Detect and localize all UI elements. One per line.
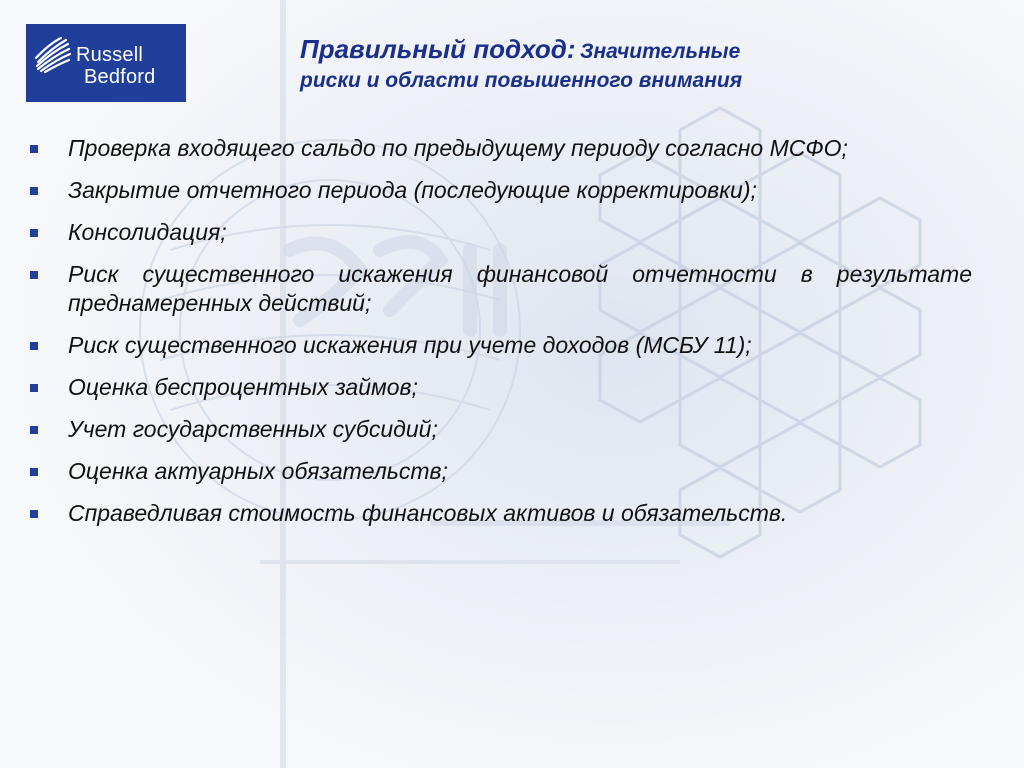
list-item-text: Риск существенного искажения при учете доходов (МСБУ 11);	[68, 332, 752, 358]
square-bullet-icon	[30, 510, 38, 518]
list-item-text: Справедливая стоимость финансовых активов и обязательств.	[68, 500, 788, 526]
list-item	[28, 415, 972, 444]
list-item-text: Консолидация;	[68, 219, 227, 245]
list-item	[28, 331, 972, 360]
list-item	[28, 457, 972, 486]
company-logo	[26, 24, 186, 102]
list-item-text: Закрытие отчетного периода (последующие корректировки);	[68, 177, 757, 203]
list-item-text: Оценка беспроцентных займов;	[68, 374, 418, 400]
square-bullet-icon	[30, 229, 38, 237]
square-bullet-icon	[30, 426, 38, 434]
list-item	[28, 218, 972, 247]
list-item-text: Учет государственных субсидий;	[68, 416, 438, 442]
square-bullet-icon	[30, 271, 38, 279]
globe-icon	[32, 34, 72, 74]
list-item-text: Проверка входящего сальдо по предыдущему периоду согласно МСФО;	[68, 135, 848, 161]
logo-text	[76, 44, 155, 88]
list-item-text: Риск существенного искажения финансовой отчетности в результате преднамеренных действий;	[68, 261, 972, 316]
square-bullet-icon	[30, 342, 38, 350]
bullet-list	[28, 134, 972, 541]
list-item-text: Оценка актуарных обязательств;	[68, 458, 448, 484]
square-bullet-icon	[30, 384, 38, 392]
list-item	[28, 499, 972, 528]
logo-line-1: Russell	[76, 44, 143, 66]
page-title	[300, 34, 1000, 93]
list-item	[28, 260, 972, 318]
square-bullet-icon	[30, 187, 38, 195]
title-sub-part2: риски и области повышенного внимания	[300, 69, 743, 92]
list-item	[28, 134, 972, 163]
list-item	[28, 373, 972, 402]
square-bullet-icon	[30, 468, 38, 476]
title-main: Правильный подход:	[300, 34, 576, 64]
list-item	[28, 176, 972, 205]
square-bullet-icon	[30, 145, 38, 153]
title-sub-part1: Значительные	[579, 40, 741, 63]
logo-line-2: Bedford	[84, 66, 156, 88]
